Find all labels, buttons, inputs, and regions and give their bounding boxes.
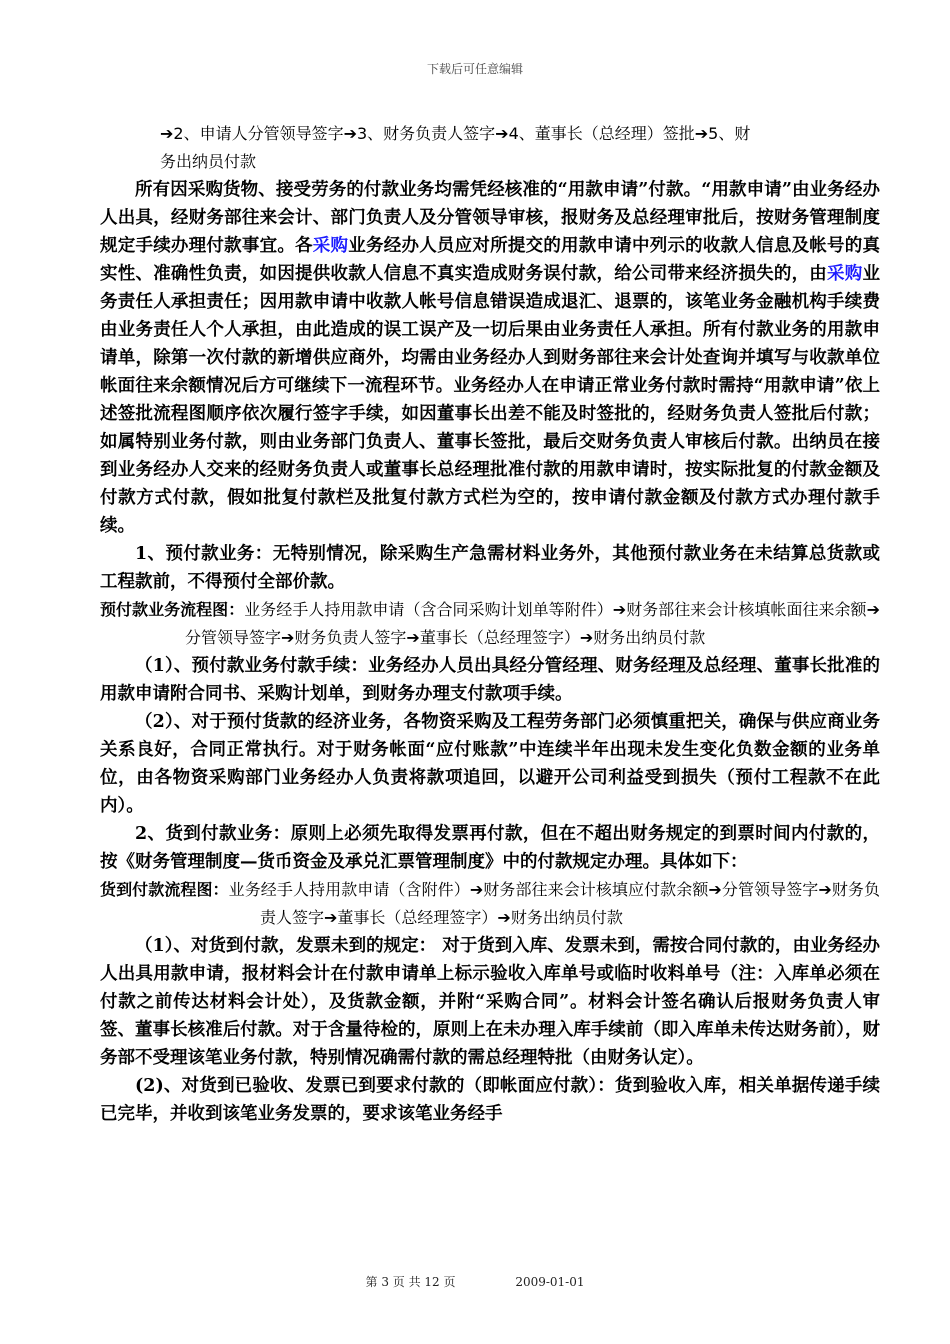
section-number: 1、 xyxy=(135,544,166,564)
section-number: 2、 xyxy=(135,824,166,844)
highlight-word: 采购 xyxy=(312,236,349,256)
flow-continuation-line2: 务出纳员付款 xyxy=(160,152,257,171)
section-text: 无特别情况，除采购生产急需材料业务外，其他预付款业务在未结算总货款或工程款前，不得预付全部价款。 xyxy=(100,544,881,592)
page-number: 第 3 页 共 12 页 xyxy=(365,1275,456,1289)
flowchart-cod xyxy=(100,876,880,932)
main-paragraph-part3: 业务责任人承担责任；因用款申请中收款人帐号信息错误造成退汇、退票的，该笔业务金融机构手续费由业务责任人个人承担，由此造成的误工误产及一切后果由业务责任人承担。所有付款业务的用款申请单，除第一次付款的新增供应商外，均需由业务经办人到财务部往来会计处查询并填写与收款单位帐面往来余额情况后方可继续下一流程环节。业务经办人在申请正常业务付款时需持“用款申请”依上述签批流程图顺序依次履行签字手续，如因董事长出差不能及时签批的，经财务负责人签批后付款；如属特别业务付款，则由业务部门负责人、董事长签批，最后交财务负责人审核后付款。出纳员在接到业务经办人交来的经财务负责人或董事长总经理批准付款的用款申请时，按实际批复的付款金额及付款方式付款，假如批复付款栏及批复付款方式栏为空的，按申请付款金额及付款方式办理付款手续。 xyxy=(100,264,880,536)
item-cod-1: （1）、对货到付款，发票未到的规定： 对于货到入库、发票未到，需按合同付款的，由业务经办人出具用款申请，报材料会计在付款申请单上标示验收入库单号或临时收料单号（注：入库单必须在付款之前传达材料会计处），及货款金额，并附“采购合同”。材料会计签名确认后报财务负责人审签、董事长核准后付款。对于含量待检的，原则上在未办理入库手续前（即入库单未传达财务前），财务部不受理该笔业务付款，特别情况确需付款的需总经理特批（由财务认定）。 xyxy=(100,936,880,1068)
main-paragraph-part1: 所有因采购货物、接受劳务的付款业务均需凭经核准的“用款申请”付款。“用款申请”由业务经办人出具，经财务部往来会计、部门负责人及分管领导审核，报财务及总经理审批后，按财务管理制度规定手续办理付款事宜。各 xyxy=(100,180,880,256)
page-footer xyxy=(0,1273,950,1290)
section-prepayment xyxy=(100,540,880,596)
section-cod xyxy=(100,820,880,876)
page-header: 下载后可任意编辑 xyxy=(426,62,523,76)
highlight-word: 采购 xyxy=(827,264,863,284)
footer-date: 2009-01-01 xyxy=(515,1275,585,1289)
item-prepayment-2: （2）、对于预付货款的经济业务，各物资采购及工程劳务部门必须慎重把关，确保与供应商业务关系良好，合同正常执行。对于财务帐面“应付账款”中连续半年出现未发生变化负数金额的业务单位，由各物资采购部门业务经办人负责将款项追回，以避开公司利益受到损失（预付工程款不在此内）。 xyxy=(100,712,880,816)
flowchart-text: 业务经手人持用款申请（含合同采购计划单等附件）➔财务部往来会计核填帐面往来余额➔分管领导签字➔财务负责人签字➔董事长（总经理签字）➔财务出纳员付款 xyxy=(185,600,880,647)
flow-continuation-line1: ➔2、申请人分管领导签字➔3、财务负责人签字➔4、董事长（总经理）签批➔5、财 xyxy=(160,124,751,143)
item-prepayment-1: （1）、预付款业务付款手续：业务经办人员出具经分管经理、财务经理及总经理、董事长批准的用款申请附合同书、采购计划单，到财务办理支付款项手续。 xyxy=(100,656,880,704)
flowchart-label: 预付款业务流程图： xyxy=(100,600,245,619)
flowchart-label: 货到付款流程图： xyxy=(100,880,229,899)
flow-continuation xyxy=(100,120,880,176)
main-paragraph xyxy=(100,176,880,540)
main-paragraph-part2: 业务经办人员应对所提交的用款申请中列示的收款人信息及帐号的真实性、准确性负责，如因提供收款人信息不真实造成财务误付款，给公司带来经济损失的，由 xyxy=(100,236,881,284)
item-cod-2: (2)、对货到已验收、发票已到要求付款的（即帐面应付款）：货到验收入库，相关单据传递手续已完毕，并收到该笔业务发票的，要求该笔业务经手 xyxy=(100,1076,880,1124)
section-text: 原则上必须先取得发票再付款，但在不超出财务规定的到票时间内付款的，按《财务管理制度—货币资金及承兑汇票管理制度》中的付款规定办理。具体如下： xyxy=(100,824,881,872)
flowchart-text: 业务经手人持用款申请（含附件）➔财务部往来会计核填应付款余额➔分管领导签字➔财务负责人签字➔董事长（总经理签字）➔财务出纳员付款 xyxy=(228,880,880,927)
section-title: 预付款业务： xyxy=(165,544,273,564)
section-title: 货到付款业务： xyxy=(165,824,291,844)
flowchart-prepayment xyxy=(100,596,880,652)
document-body xyxy=(100,120,880,1128)
